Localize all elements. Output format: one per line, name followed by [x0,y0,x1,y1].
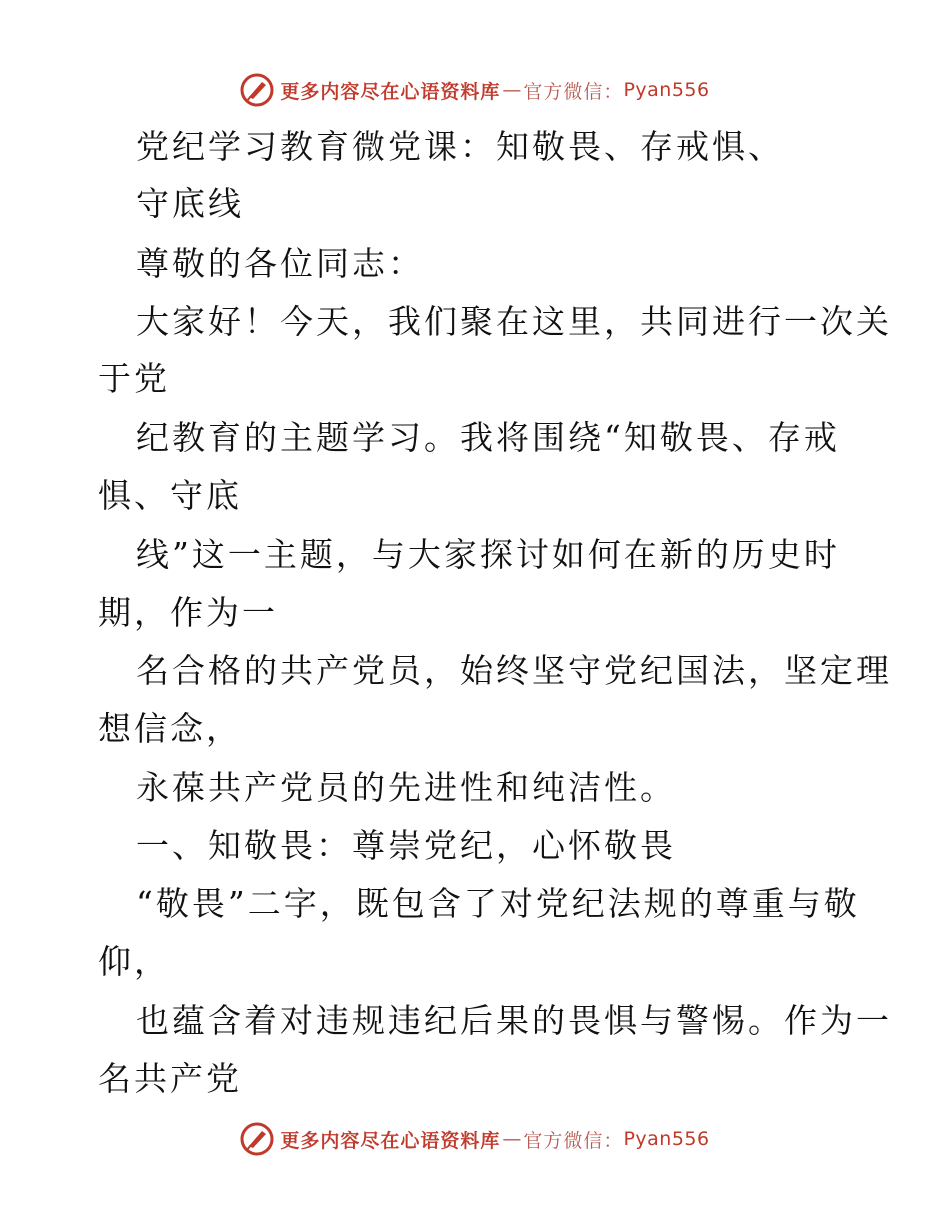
document-line: 期，作为一 [98,593,278,632]
document-line: “敬畏”二字，既包含了对党纪法规的尊重与敬 [136,884,860,923]
document-line: 线”这一主题，与大家探讨如何在新的历史时 [136,535,840,574]
banner-wechat-id: Pyan556 [623,79,710,101]
footer-banner [0,1119,950,1159]
document-line: 想信念， [98,709,242,748]
document-line: 名合格的共产党员，始终坚守党纪国法，坚定理 [136,651,892,690]
quill-logo-icon [240,73,274,107]
section-heading: 一、知敬畏：尊崇党纪，心怀敬畏 [136,826,676,865]
banner-wechat-id: Pyan556 [623,1128,710,1150]
banner-dash: — [502,79,522,101]
document-line: 尊敬的各位同志： [136,244,424,283]
banner-official-label: 官方微信： [523,80,624,103]
header-banner [0,70,950,110]
document-line: 大家好！今天，我们聚在这里，共同进行一次关 [136,302,892,341]
document-line: 守底线 [136,184,244,223]
document-line: 名共产党 [98,1059,242,1098]
quill-logo-icon [240,1122,274,1156]
document-line: 仰， [98,942,170,981]
document-line: 也蕴含着对违规违纪后果的畏惧与警惕。作为一 [136,1001,892,1040]
document-line: 永葆共产党员的先进性和纯洁性。 [136,768,676,807]
document-line: 纪教育的主题学习。我将围绕“知敬畏、存戒 [136,418,840,457]
banner-text: 更多内容尽在心语资料库 [280,80,501,103]
banner-text: 更多内容尽在心语资料库 [280,1129,501,1152]
document-line: 于党 [98,359,170,398]
document-line: 惧、守底 [98,476,242,515]
banner-dash: — [502,1128,522,1150]
document-line: 党纪学习教育微党课：知敬畏、存戒惧、 [136,127,784,166]
banner-official-label: 官方微信： [523,1129,624,1152]
